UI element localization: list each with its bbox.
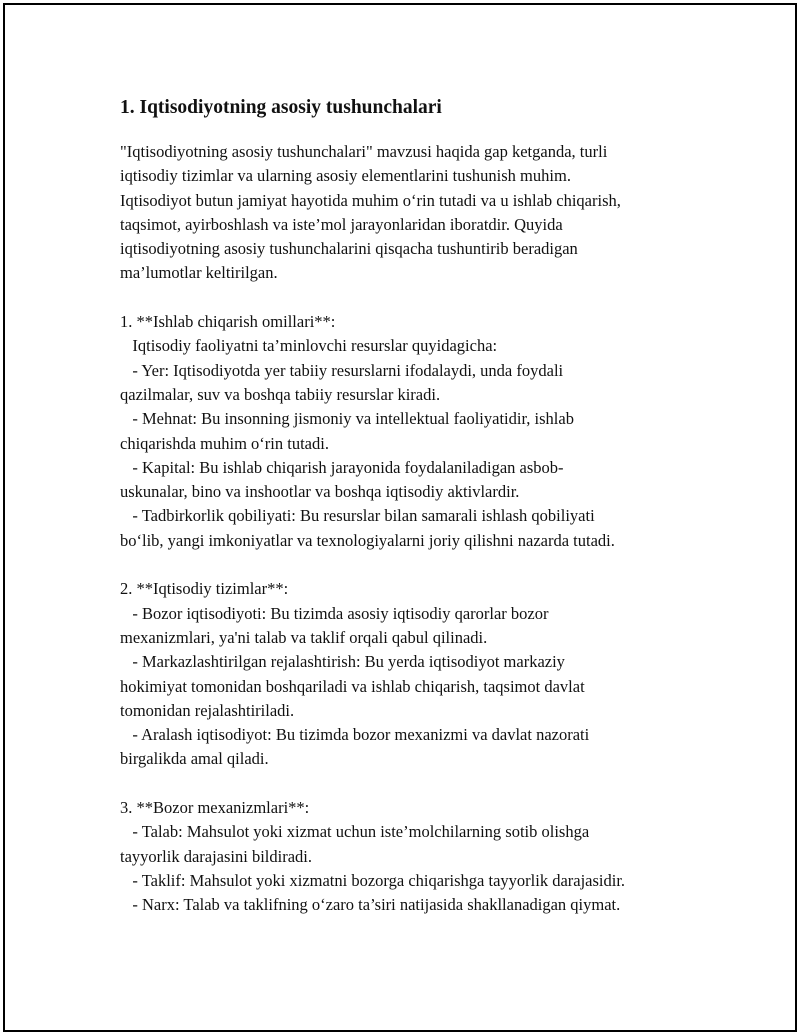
text-line: hokimiyat tomonidan boshqariladi va ishlab chiqarish, taqsimot davlat [120, 676, 585, 696]
text-line [120, 553, 710, 577]
text-line: Iqtisodiyot butun jamiyat hayotida muhim o‘rin tutadi va u ishlab chiqarish, [120, 190, 621, 210]
text-line: Iqtisodiy faoliyatni ta’minlovchi resurslar quyidagicha: [120, 336, 498, 356]
document-title: 1. Iqtisodiyotning asosiy tushunchalari [120, 97, 442, 118]
text-line: "Iqtisodiyotning asosiy tushunchalari" mavzusi haqida gap ketganda, turli [120, 142, 608, 161]
text-line: - Talab: Mahsulot yoki xizmat uchun iste’molchilarning sotib olishga [120, 822, 590, 842]
text-line: bo‘lib, yangi imkoniyatlar va texnologiyalarni joriy qilishni nazarda tutadi. [120, 530, 615, 550]
text-line: uskunalar, bino va inshootlar va boshqa iqtisodiy aktivlardir. [120, 482, 520, 502]
text-line: 3. **Bozor mexanizmlari**: [120, 798, 310, 818]
text-line: 2. **Iqtisodiy tizimlar**: [120, 579, 289, 599]
text-line: - Mehnat: Bu insonning jismoniy va intellektual faoliyatidir, ishlab [120, 409, 574, 429]
text-line: - Kapital: Bu ishlab chiqarish jarayonida foydalaniladigan asbob- [120, 457, 564, 477]
text-line: 1. **Ishlab chiqarish omillari**: [120, 312, 336, 332]
text-line: chiqarishda muhim o‘rin tutadi. [120, 433, 329, 453]
text-line: iqtisodiyotning asosiy tushunchalarini qisqacha tushuntirib beradigan [120, 239, 578, 259]
document-content [120, 95, 710, 918]
document-page [3, 3, 797, 1032]
text-line: taqsimot, ayirboshlash va iste’mol jarayonlaridan iboratdir. Quyida [120, 214, 563, 234]
text-line: birgalikda amal qiladi. [120, 749, 269, 769]
text-line: - Markazlashtirilgan rejalashtirish: Bu yerda iqtisodiyot markaziy [120, 652, 565, 672]
text-line [120, 772, 710, 796]
text-line: - Tadbirkorlik qobiliyati: Bu resurslar bilan samarali ishlash qobiliyati [120, 506, 595, 526]
text-line: iqtisodiy tizimlar va ularning asosiy elementlarini tushunish muhim. [120, 166, 571, 186]
text-line: - Narx: Talab va taklifning o‘zaro ta’siri natijasida shakllanadigan qiymat. [120, 895, 621, 915]
text-line: - Bozor iqtisodiyoti: Bu tizimda asosiy iqtisodiy qarorlar bozor [120, 603, 549, 623]
text-line: - Yer: Iqtisodiyotda yer tabiiy resurslarni ifodalaydi, unda foydali [120, 360, 564, 380]
text-line: mexanizmlari, ya'ni talab va taklif orqali qabul qilinadi. [120, 627, 488, 647]
document-body [120, 140, 710, 918]
text-line: ma’lumotlar keltirilgan. [120, 263, 278, 283]
text-line [120, 286, 710, 310]
text-line: qazilmalar, suv va boshqa tabiiy resurslar kiradi. [120, 384, 441, 404]
text-line: - Aralash iqtisodiyot: Bu tizimda bozor mexanizmi va davlat nazorati [120, 725, 590, 745]
text-line: tomonidan rejalashtiriladi. [120, 700, 295, 720]
text-line: - Taklif: Mahsulot yoki xizmatni bozorga chiqarishga tayyorlik darajasidir. [120, 870, 626, 890]
text-line: tayyorlik darajasini bildiradi. [120, 846, 312, 866]
